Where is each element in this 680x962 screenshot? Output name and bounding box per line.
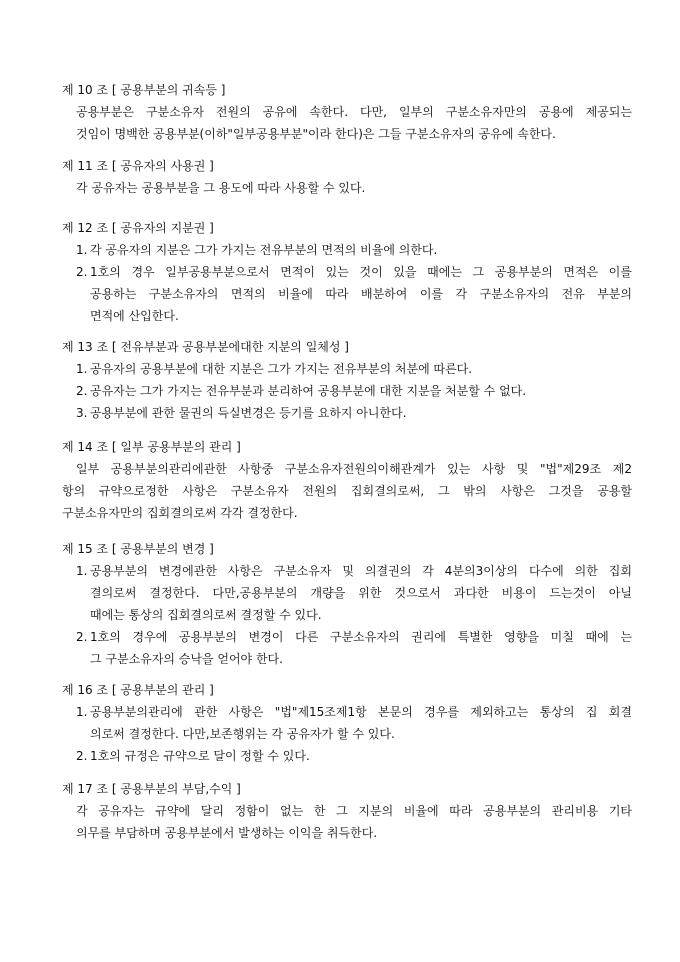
- article-heading: 제 13 조 [ 전유부분과 공용부분에대한 지분의 일체성 ]: [62, 340, 349, 354]
- list-item: [62, 261, 632, 283]
- article-14: [62, 436, 632, 524]
- item-number: 1.: [76, 564, 88, 578]
- item-number: 2.: [76, 749, 88, 763]
- item-text: 1호의 규정은 규약으로 달이 정할 수 있다.: [90, 749, 310, 763]
- article-paragraph: 일부 공용부분의관리에관한 사항중 구분소유자전원의이해관계가 있는 사항 및 "법"제29조 제2: [76, 462, 632, 476]
- item-continuation: 그 구분소유자의 승낙을 얻어야 한다.: [90, 652, 283, 666]
- list-item: [62, 380, 632, 402]
- item-number: 2.: [76, 384, 88, 398]
- article-10: [62, 79, 632, 145]
- article-17: [62, 778, 632, 844]
- list-item: [62, 402, 632, 424]
- article-16: [62, 679, 632, 767]
- list-item: [62, 358, 632, 380]
- item-continuation: 때에는 통상의 집회결의로써 결정할 수 있다.: [90, 608, 322, 622]
- item-text: 1호의 경우 일부공용부분으로서 면적이 있는 것이 있을 때에는 그 공용부분의 면적은 이를: [90, 265, 632, 279]
- item-continuation: 공용하는 구분소유자의 면적의 비율에 따라 배분하여 이를 각 구분소유자의 전유 부분의: [90, 287, 632, 301]
- item-continuation: 의로써 결정한다. 다만,보존행위는 각 공유자가 할 수 있다.: [90, 727, 395, 741]
- item-text: 공용부분의관리에 관한 사항은 "법"제15조제1항 본문의 경우를 제외하고는 통상의 집 회결: [90, 705, 632, 719]
- item-continuation: 면적에 산입한다.: [90, 309, 179, 323]
- article-paragraph: 각 공유자는 규약에 달리 정함이 없는 한 그 지분의 비율에 따라 공용부분의 관리비용 기타: [76, 804, 632, 818]
- item-number: 1.: [76, 243, 88, 257]
- article-heading: 제 17 조 [ 공용부분의 부담,수익 ]: [62, 782, 241, 796]
- article-11: [62, 155, 632, 199]
- article-paragraph: 공용부분은 구분소유자 전원의 공유에 속한다. 다만, 일부의 구분소유자만의 공용에 제공되는: [76, 105, 632, 119]
- list-item: [62, 239, 632, 261]
- article-15: [62, 538, 632, 670]
- item-number: 2.: [76, 265, 88, 279]
- article-paragraph: 의무를 부담하며 공용부분에서 발생하는 이익을 취득한다.: [76, 826, 378, 840]
- item-number: 3.: [76, 406, 88, 420]
- article-paragraph: 각 공유자는 공용부분을 그 용도에 따라 사용할 수 있다.: [76, 181, 366, 195]
- article-paragraph: 구분소유자만의 집회결의로써 각각 결정한다.: [62, 506, 298, 520]
- article-heading: 제 15 조 [ 공용부분의 변경 ]: [62, 542, 214, 556]
- item-number: 2.: [76, 630, 88, 644]
- article-12: [62, 217, 632, 327]
- article-heading: 제 11 조 [ 공유자의 사용권 ]: [62, 159, 214, 173]
- article-13: [62, 336, 632, 424]
- item-text: 공용부분의 변경에관한 사항은 구분소유자 및 의결권의 각 4분의3이상의 다수에 의한 집회: [90, 564, 632, 578]
- item-text: 각 공유자의 지분은 그가 가지는 전유부분의 면적의 비율에 의한다.: [90, 243, 438, 257]
- list-item: [62, 745, 632, 767]
- article-heading: 제 16 조 [ 공용부분의 관리 ]: [62, 683, 214, 697]
- item-text: 공유자의 공용부분에 대한 지분은 그가 가지는 전유부분의 처분에 따른다.: [90, 362, 473, 376]
- item-text: 공유자는 그가 가지는 전유부분과 분리하여 공용부분에 대한 지분을 처분할 수 없다.: [90, 384, 527, 398]
- item-number: 1.: [76, 362, 88, 376]
- article-heading: 제 12 조 [ 공유자의 지분권 ]: [62, 221, 214, 235]
- list-item: [62, 626, 632, 648]
- item-text: 1호의 경우에 공용부분의 변경이 다른 구분소유자의 권리에 특별한 영향을 미칠 때에 는: [90, 630, 632, 644]
- item-continuation: 결의로써 결정한다. 다만,공용부분의 개량을 위한 것으로서 과다한 비용이 드는것이 아닐: [90, 586, 632, 600]
- list-item: [62, 560, 632, 582]
- list-item: [62, 701, 632, 723]
- item-text: 공용부분에 관한 물권의 득실변경은 등기를 요하지 아니한다.: [90, 406, 407, 420]
- article-heading: 제 10 조 [ 공용부분의 귀속등 ]: [62, 83, 226, 97]
- article-paragraph: 것임이 명백한 공용부분(이하"일부공용부분"이라 한다)은 그들 구분소유자의 공유에 속한다.: [76, 127, 556, 141]
- article-paragraph: 항의 규약으로정한 사항은 구분소유자 전원의 집회결의로써, 그 밖의 사항은 그것을 공용할: [62, 484, 632, 498]
- item-number: 1.: [76, 705, 88, 719]
- article-heading: 제 14 조 [ 일부 공용부분의 관리 ]: [62, 440, 241, 454]
